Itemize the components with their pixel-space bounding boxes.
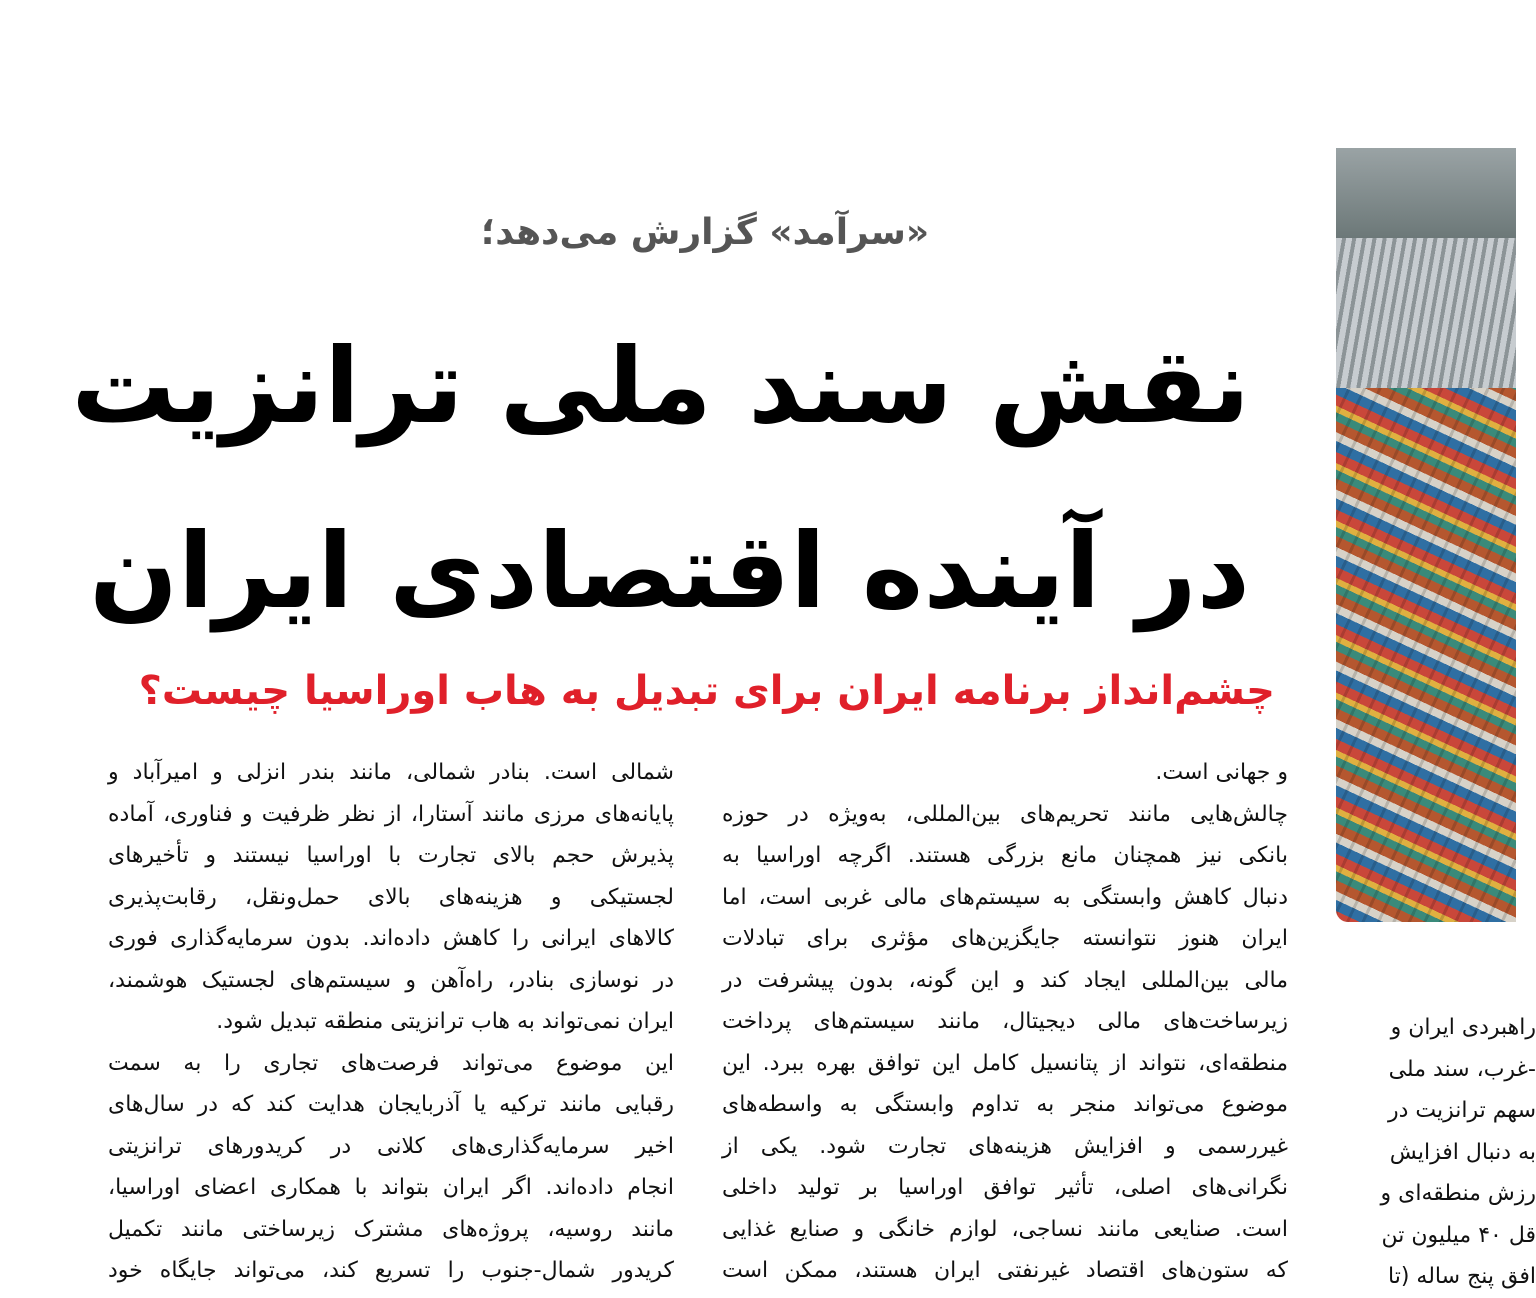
text-line: پذیرش حجم بالای تجارت با اوراسیا نیستند و تأخیرهای	[108, 843, 674, 868]
text-line: پایانه‌های مرزی مانند آستارا، از نظر ظرفیت و فناوری، آماده	[108, 801, 674, 827]
text-line: که ستون‌های اقتصاد غیرنفتی ایران هستند، ممکن است	[722, 1258, 1288, 1283]
photo-sky	[1336, 148, 1516, 238]
text-line: کالاهای ایرانی را کاهش داده‌اند. بدون سرمایه‌گذاری فوری	[108, 926, 674, 951]
text-line: افق پنج ساله (تا	[1388, 1264, 1536, 1289]
text-line: لجستیکی و هزینه‌های بالای حمل‌ونقل، رقابت‌پذیری	[108, 884, 674, 910]
photo-warehouse-roof	[1336, 238, 1516, 388]
headline-line-2: در آینده اقتصادی ایران	[89, 510, 1250, 632]
text-line: و جهانی است.	[1155, 760, 1288, 785]
text-line: است. صنایعی مانند نساجی، لوازم خانگی و صنایع غذایی	[722, 1216, 1288, 1242]
article-column-right-partial	[1336, 1007, 1536, 1298]
text-line: انجام داده‌اند. اگر ایران بتواند با همکاری اعضای اوراسیا،	[108, 1175, 674, 1200]
subtitle: چشم‌انداز برنامه ایران برای تبدیل به هاب اوراسیا چیست؟	[138, 668, 1275, 714]
text-line: در نوسازی بنادر، راه‌آهن و سیستم‌های لجستیک هوشمند،	[108, 967, 674, 993]
text-line: مالی بین‌المللی ایجاد کند و این گونه، بدون پیشرفت در	[722, 967, 1288, 993]
text-line: رزش منطقه‌ای و	[1380, 1181, 1536, 1206]
container-port-photo	[1336, 148, 1516, 922]
text-line: به دنبال افزایش	[1389, 1139, 1536, 1165]
text-line: ایران نمی‌تواند به هاب ترانزیتی منطقه تبدیل شود.	[216, 1009, 674, 1034]
text-line: سهم ترانزیت در	[1388, 1098, 1536, 1123]
text-line: مانند روسیه، پروژه‌های مشترک زیرساختی مانند تکمیل	[108, 1216, 674, 1242]
headline-line-1: نقش سند ملی ترانزیت	[71, 325, 1250, 447]
text-line: رقبایی مانند ترکیه یا آذربایجان هدایت کند که در سال‌های	[108, 1092, 674, 1117]
text-line: زیرساخت‌های مالی دیجیتال، مانند سیستم‌های پرداخت	[722, 1009, 1288, 1034]
text-line: موضوع می‌تواند منجر به تداوم وابستگی به واسطه‌های	[722, 1092, 1288, 1117]
article-column-middle	[722, 752, 1288, 1292]
text-line: راهبردی ایران و	[1390, 1015, 1536, 1040]
text-line: منطقه‌ای، نتواند از پتانسیل کامل این توافق بهره ببرد. این	[722, 1050, 1288, 1076]
text-line: دنبال کاهش وابستگی به سیستم‌های مالی غربی است، اما	[722, 884, 1288, 910]
text-line: غیررسمی و افزایش هزینه‌های تجارت شود. یکی از	[722, 1133, 1288, 1159]
text-line: چالش‌هایی مانند تحریم‌های بین‌المللی، به‌ویژه در حوزه	[722, 801, 1288, 827]
text-line: -غرب، سند ملی	[1388, 1056, 1536, 1082]
article-column-left	[108, 752, 674, 1292]
text-line: این موضوع می‌تواند فرصت‌های تجاری را به سمت	[108, 1050, 674, 1076]
text-line: کریدور شمال-جنوب را تسریع کند، می‌تواند جایگاه خود	[108, 1258, 674, 1283]
text-line: قل ۴۰ میلیون تن	[1381, 1222, 1536, 1248]
kicker: «سرآمد» گزارش می‌دهد؛	[480, 212, 930, 253]
text-line: نگرانی‌های اصلی، تأثیر توافق اوراسیا بر تولید داخلی	[722, 1175, 1288, 1200]
text-line: بانکی نیز همچنان مانع بزرگی هستند. اگرچه اوراسیا به	[722, 843, 1288, 868]
text-line: اخیر سرمایه‌گذاری‌های کلانی در کریدورهای ترانزیتی	[108, 1133, 674, 1159]
text-line: ایران هنوز نتوانسته جایگزین‌های مؤثری برای تبادلات	[722, 926, 1288, 951]
text-line: شمالی است. بنادر شمالی، مانند بندر انزلی و امیرآباد و	[108, 760, 674, 785]
